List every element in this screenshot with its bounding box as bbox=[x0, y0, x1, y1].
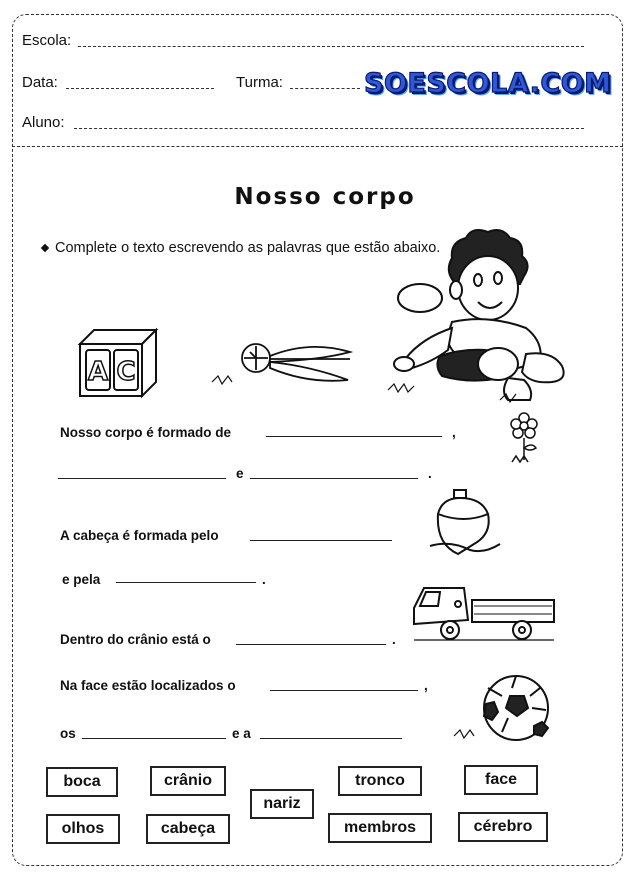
page-title: Nosso corpo bbox=[234, 184, 416, 210]
sentence-3: e pela bbox=[62, 572, 101, 587]
bullet-icon bbox=[41, 244, 49, 252]
sentence-6-ea: e a bbox=[232, 726, 251, 741]
date-field[interactable] bbox=[66, 88, 214, 89]
answer-blank-2[interactable] bbox=[58, 478, 226, 479]
word-cranio[interactable]: crânio bbox=[150, 766, 226, 796]
toy-truck-illustration bbox=[410, 584, 560, 644]
soccer-ball-illustration bbox=[452, 674, 562, 746]
word-cabeca[interactable]: cabeça bbox=[146, 814, 230, 844]
sentence-6-os: os bbox=[60, 726, 76, 741]
school-field[interactable] bbox=[78, 46, 584, 47]
word-boca[interactable]: boca bbox=[46, 767, 118, 797]
answer-blank-4[interactable] bbox=[250, 540, 392, 541]
date-label: Data: bbox=[22, 74, 58, 91]
period: . bbox=[262, 572, 266, 587]
word-cerebro[interactable]: cérebro bbox=[458, 812, 548, 842]
comma: , bbox=[452, 425, 456, 440]
sentence-5: Na face estão localizados o bbox=[60, 678, 236, 693]
sentence-1: Nosso corpo é formado de bbox=[60, 425, 232, 440]
word-tronco[interactable]: tronco bbox=[338, 766, 422, 796]
class-field[interactable] bbox=[290, 88, 360, 89]
period: . bbox=[428, 466, 432, 481]
sentence-2: A cabeça é formada pelo bbox=[60, 528, 219, 543]
answer-blank-8[interactable] bbox=[82, 738, 226, 739]
class-label: Turma: bbox=[236, 74, 283, 91]
kid-playing-illustration bbox=[380, 228, 580, 408]
header-divider bbox=[12, 146, 623, 147]
block-letter: C bbox=[116, 357, 136, 387]
word-nariz[interactable]: nariz bbox=[250, 789, 314, 819]
answer-blank-6[interactable] bbox=[236, 644, 386, 645]
shuttlecock-illustration bbox=[210, 332, 360, 392]
sentence-4: Dentro do crânio está o bbox=[60, 632, 211, 647]
comma: , bbox=[424, 678, 428, 693]
abc-block-illustration bbox=[74, 322, 164, 402]
block-letter: A bbox=[87, 357, 109, 387]
spinning-top-illustration bbox=[424, 486, 504, 558]
word-olhos[interactable]: olhos bbox=[46, 814, 120, 844]
period: . bbox=[392, 632, 396, 647]
answer-blank-7[interactable] bbox=[270, 690, 418, 691]
conjunction-e: e bbox=[236, 466, 244, 481]
answer-blank-1[interactable] bbox=[266, 436, 442, 437]
answer-blank-5[interactable] bbox=[116, 582, 256, 583]
flower-illustration bbox=[506, 412, 546, 464]
instruction-text: Complete o texto escrevendo as palavras que estão abaixo. bbox=[55, 240, 441, 256]
word-face[interactable]: face bbox=[464, 765, 538, 795]
word-membros[interactable]: membros bbox=[328, 813, 432, 843]
school-label: Escola: bbox=[22, 32, 72, 49]
soescola-logo: SOESCOLA.COM bbox=[364, 68, 612, 99]
student-field[interactable] bbox=[74, 128, 584, 129]
student-label: Aluno: bbox=[22, 114, 65, 131]
answer-blank-3[interactable] bbox=[250, 478, 418, 479]
answer-blank-9[interactable] bbox=[260, 738, 402, 739]
